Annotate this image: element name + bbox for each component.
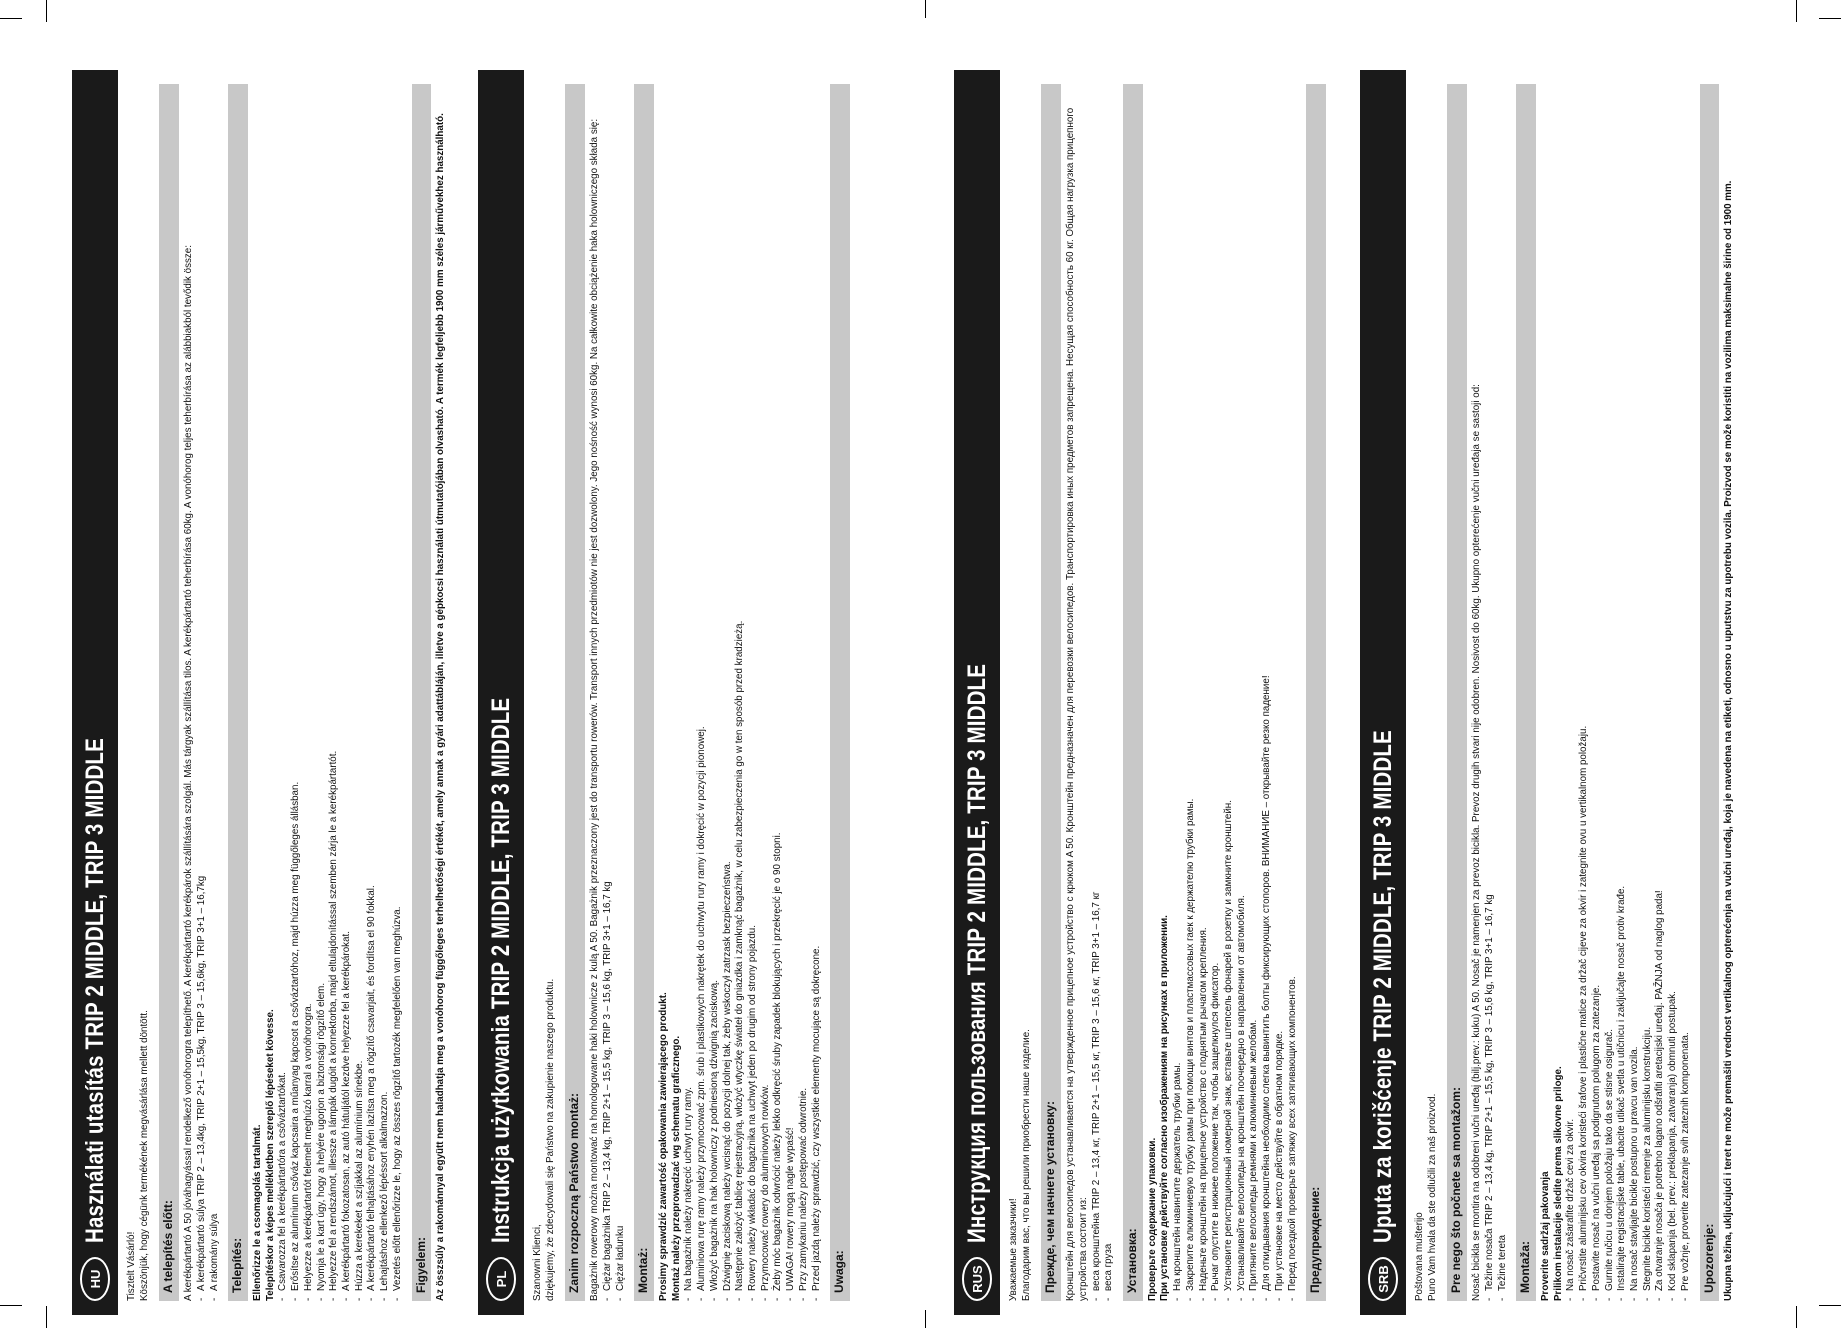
list-item: - Następnie założyć tablicę rejestracyjną, włożyć wtyczkę świateł do gniazdka i zamknąć bagażnik, w celu zabezpieczenia go w ten sposób przed kradzieżą. bbox=[734, 84, 747, 1301]
greeting-line: Köszönjük, hogy cégünk termékének megvásárlása mellett döntött. bbox=[138, 1010, 150, 1301]
list-item: - UWAGA! rowery mogą nagle wypaść! bbox=[785, 84, 798, 1301]
list-item: - Pre vožnje, proverite zatezanje svih zateznih komponenata. bbox=[1680, 84, 1693, 1301]
greeting-line: Poštovana mušterijo bbox=[1414, 1212, 1425, 1301]
section-heading: Установка: bbox=[1123, 84, 1143, 1301]
panel-title: Instrukcja użytkowania TRIP 2 MIDDLE, TRIP 3 MIDDLE bbox=[486, 697, 515, 1243]
list-item: - Притяните велосипеды ремнями к алюминиевым желобам. bbox=[1248, 84, 1261, 1301]
panel-header bbox=[478, 70, 524, 1315]
list bbox=[1565, 84, 1692, 1301]
section-text: Bagażnik rowerowy można montować na homologowane haki holownicze z kulą A 50. Bagażnik przeznaczony jest do transportu rowerów. Transport innych przedmiotów nie jest dozwolony. Jego nośność wynosi 60kg. Na całkowite obciążenie haka holowniczego składa się: bbox=[589, 118, 601, 1301]
panel-header bbox=[1360, 70, 1406, 1315]
greeting-line: Благодарим вас, что вы решили приобрести наше изделие. bbox=[1020, 1029, 1032, 1301]
warning-text: Ukupna težina, uključujući i teret ne može premašiti vrednost vertikalnog opterećenja na vučni uređaj, koja je navedena na etiketi, odnosno u uputstvu za upotrebu vozila. Proizvod se može koristiti na vozilima maksimalne širine od 1900 mm. bbox=[1723, 180, 1735, 1301]
list-item: - Przy zamykaniu należy postępować odwrotnie. bbox=[798, 84, 811, 1301]
section-heading: A telepítés előtt: bbox=[159, 84, 179, 1301]
list-item: - веса кронштейна TRIP 2 – 13,4 кг, TRIP 2+1 – 15,5 кг, TRIP 3 – 15,6 кг, TRIP 3+1 – 16,7 кг bbox=[1091, 84, 1104, 1301]
section-heading: Pre nego što počnete sa montažom: bbox=[1447, 84, 1467, 1301]
greeting-line: Szanowni Klienci, bbox=[532, 1224, 543, 1301]
list-item: - Żeby móc bagażnik odwrócić należy lekko odkręcić śruby zapadek blokujących i przekręcić je o 90 stopni. bbox=[772, 84, 785, 1301]
instruction-panel-hu bbox=[72, 70, 448, 1315]
crop-mark bbox=[0, 18, 22, 19]
panel-body bbox=[524, 70, 854, 1315]
crop-mark bbox=[1796, 0, 1797, 22]
section-heading: Montaža: bbox=[1516, 84, 1536, 1301]
list-item: - Na nosač stavljajte bicikle postupno u pravcu van vozila. bbox=[1629, 84, 1642, 1301]
list-item: - Перед поездкой проверьте затяжку всех затягивающих компонентов. bbox=[1287, 84, 1300, 1301]
list-item: - веса груза bbox=[1103, 84, 1116, 1301]
list-item: - A kerékpártartó fokozatosan, az autó hátuljától kezdve helyezze fel a kerékpárokat. bbox=[341, 84, 354, 1301]
list-item: - Vezetés előtt ellenőrizze le, hogy az összes rögzítő tartozék megfelelően van meghúzva. bbox=[392, 84, 405, 1301]
list-item: - При установке на место действуйте в обратном порядке. bbox=[1274, 84, 1287, 1301]
bold-text: Proverite sadržaj pakovanja bbox=[1539, 1171, 1551, 1301]
list-item: - Instalirajte registracijske table, ubacite utikač svetla u utičnicu i zaključajte nosač protiv krađe. bbox=[1616, 84, 1629, 1301]
bold-text: Ellenőrizze le a csomagolás tartalmát. bbox=[251, 1124, 263, 1301]
section-heading: Предупреждение: bbox=[1306, 84, 1326, 1301]
list-item: - Gurnite ručicu u donjem položaju tako da se stisne osigurač. bbox=[1604, 84, 1617, 1301]
crop-mark bbox=[925, 0, 926, 18]
section-text: A kerékpártartó A 50 jóváhagyással rendelkező vonóhorogra telepíthető. A kerékpártartó kerékpárok szállítására szolgál. Más tárgyak szállítása tilos. A kerékpártartó teherbírása 60kg. A vonóhorog teljes teherbírása az alábbiakból tevődik össze: bbox=[183, 245, 195, 1301]
warning-text: Az összsúly a rakománnyal együtt nem haladhatja meg a vonóhorog függőleges terhelhetőségi értékét, amely annak a gyári adattábláján, illetve a gépkocsi használati útmutatójában olvasható. A termék legfeljebb 1900 mm széles járművekhez használható. bbox=[435, 113, 447, 1301]
list-item: - A rakomány súlya bbox=[209, 84, 222, 1301]
bold-text: Проверьте содержание упаковки. bbox=[1146, 1137, 1158, 1301]
list-item: - Ciężar bagażnika TRIP 2 – 13,4 kg, TRIP 2+1 – 15,5 kg, TRIP 3 – 15,6 kg, TRIP 3+1 – 16,7 kg bbox=[602, 84, 615, 1301]
crop-mark bbox=[1796, 1306, 1797, 1328]
list-item: - Устанавливайте велосипеды на кронштейн поочередно в направлении от автомобиля. bbox=[1236, 84, 1249, 1301]
list-item: - Przymocować rowery do aluminiowych rowków. bbox=[760, 84, 773, 1301]
crop-mark bbox=[46, 1306, 47, 1328]
list-item: - Húzza a kerekeket a szíjakkal az alumínium sínekbe. bbox=[354, 84, 367, 1301]
list-item: - На кронштейн навинтите держатель трубки рамы. bbox=[1172, 84, 1185, 1301]
list-item: - Csavarozza fel a kerékpártartóra a csőváztartókat. bbox=[277, 84, 290, 1301]
panel-title: Uputa za korišćenje TRIP 2 MIDDLE, TRIP 3 MIDDLE bbox=[1368, 730, 1397, 1243]
list-item: - Pričvrstite aluminijsku cev okvira koristeći šrafove i plastične matice za držač cijeve za okvir i zategnite ovu u vertikalnom položaju. bbox=[1578, 84, 1591, 1301]
greeting-line: Уважаемые заказчики! bbox=[1008, 1198, 1019, 1301]
section-text: Nosač bicikla se montira na odobreni vučni uređaj (bilj.prev.: kuku) A 50. Nosač je namenjen za prevoz bicikla. Prevoz drugih stvari nije odobren. Nosivost do 60kg. Ukupno opterećenje vučni uređaja se sastoji od: bbox=[1471, 384, 1483, 1301]
instruction-panel-srb bbox=[1360, 70, 1736, 1315]
list bbox=[196, 84, 221, 1301]
panel-content bbox=[954, 70, 1330, 1315]
list-item: - Težine nosača TRIP 2 – 13,4 kg, TRIP 2+1 – 15,5 kg, TRIP 3 – 15,6 kg, TRIP 3+1 – 16,7 kg bbox=[1484, 84, 1497, 1301]
section-text: Кронштейн для велосипедов устанавливается на утвержденное прицепное устройство с крюком A 50. Кронштейн предназначен для перевозки велосипедов. Транспортировка иных предметов запрещена. Несущая способность 60 кг. Общая нагрузка прицепного устройства состоит из: bbox=[1065, 107, 1089, 1301]
greeting-line: Puno Vam hvala da ste odlučili za naš proizvod. bbox=[1426, 1093, 1438, 1301]
list-item: - Na nosač zašarafite držač cevi za okvir. bbox=[1565, 84, 1578, 1301]
panel-title: Használati utasítás TRIP 2 MIDDLE, TRIP 3 MIDDLE bbox=[80, 738, 109, 1243]
list-item: - Для откидывания кронштейна необходимо слегка вывинтить болты фиксирующих стопоров. ВНИМАНИЕ – открывайте резко падение! bbox=[1261, 84, 1274, 1301]
section-heading: Figyelem: bbox=[412, 84, 432, 1301]
list-item: - Закрепите алюминиевую трубку рамы при помощи винтов и пластмассовых гаек к держателю трубки рамы. bbox=[1185, 84, 1198, 1301]
list-item: - Установите регистрационный номерной знак, вставьте штепсель фонарей в розетку и замкните кронштейн. bbox=[1223, 84, 1236, 1301]
list bbox=[683, 84, 823, 1301]
list bbox=[602, 84, 627, 1301]
language-badge: HU bbox=[80, 1257, 110, 1301]
bold-text: Montaż należy przeprowadzać wg schematu graficznego. bbox=[670, 1035, 682, 1301]
greeting-line: Tisztelt Vásárló! bbox=[126, 1231, 137, 1301]
list-item: - Aluminiowa rurę ramy należy przymocować zpm. śrub i plastikowych nakrętek do uchwytu rury ramy i dokręcić w pozycji pionowej. bbox=[696, 84, 709, 1301]
list-item: - Włożyć bagażnik na hak holowniczy z podniesioną dźwignią zaciskową. bbox=[709, 84, 722, 1301]
language-badge: SRB bbox=[1368, 1257, 1398, 1301]
language-badge: PL bbox=[486, 1257, 516, 1301]
bold-text: Prilikom instalacije sledite prema slikovne priloge. bbox=[1552, 1066, 1564, 1301]
crop-mark bbox=[46, 0, 47, 22]
list-item: - Kod sklapanja (bel. prev.: preklapanja, zatvaranja) obmnuti postupak. bbox=[1667, 84, 1680, 1301]
list-item: - Na bagażnik należy nakręcić uchwyt rury ramy. bbox=[683, 84, 696, 1301]
panel-body bbox=[1406, 70, 1736, 1315]
list-item: - Ciężar ładunku bbox=[615, 84, 628, 1301]
crop-mark bbox=[1819, 1305, 1841, 1306]
list bbox=[1172, 84, 1299, 1301]
list-item: - A kerékpártartó felhajtásához enyhén lazítsa meg a rögzítő csavarjait, és fordítsa el 90 fokkal. bbox=[366, 84, 379, 1301]
list-item: - Rowery należy wkładać do bagażnika na uchwyt jeden po drugim od strony pojazdu. bbox=[747, 84, 760, 1301]
list-item: - Stegnite bicikle koristeći remenje za aluminijsku konstrukciju. bbox=[1642, 84, 1655, 1301]
list-item: - Nyomja le a kart úgy, hogy a helyére ugorjon a biztonsági rögzítő elem. bbox=[316, 84, 329, 1301]
section-heading: Прежде, чем начнете установку: bbox=[1041, 84, 1061, 1301]
list-item: - Težine tereta bbox=[1497, 84, 1510, 1301]
bold-text: Prosimy sprawdzić zawartość opakowania zawierającego produkt. bbox=[657, 992, 669, 1301]
list-item: - Przed jazdą należy sprawdzić, czy wszystkie elementy mocujące są dokręcone. bbox=[811, 84, 824, 1301]
list-item: - Наденьте кронштейн на прицепное устройство с поднятым рычагом крепления. bbox=[1198, 84, 1211, 1301]
list-item: - A kerékpártartó súlya TRIP 2 – 13,4kg, TRIP 2+1 – 15,5kg, TRIP 3 – 15,6kg, TRIP 3+1 – 16,7kg bbox=[196, 84, 209, 1301]
section-heading: Uwaga: bbox=[830, 84, 850, 1301]
language-badge: RUS bbox=[962, 1257, 992, 1301]
greeting-line: dziękujemy, że zdecydowali się Państwo na zakupienie naszego produktu. bbox=[544, 978, 556, 1301]
panel-body bbox=[118, 70, 448, 1315]
list-item: - Dźwignię zaciskową należy wcisnąć do pozycji dolnej tak, żeby wskoczył zatrzask bezpieczeństwa. bbox=[722, 84, 735, 1301]
panel-title: Инструкция пользования TRIP 2 MIDDLE, TRIP 3 MIDDLE bbox=[962, 663, 991, 1243]
panel-content bbox=[1360, 70, 1736, 1315]
list-item: - Рычаг опустите в нижнее положение так, чтобы защелкнулся фиксатор. bbox=[1210, 84, 1223, 1301]
panel-content bbox=[72, 70, 448, 1315]
list-item: - Helyezze fel a rendszámot, illessze a lámpák dugóit a konnektorba, majd eltulajdonítással szemben zárja le a kerékpártartót. bbox=[328, 84, 341, 1301]
panel-content bbox=[478, 70, 854, 1315]
list-item: - Postavite nosač na vučni uređaj sa podignutom polugom za zatezanje. bbox=[1591, 84, 1604, 1301]
panel-body bbox=[1000, 70, 1330, 1315]
bold-text: Telepítéskor a képes mellékletben szereplő lépéseket kövesse. bbox=[264, 1009, 276, 1301]
bold-text: При установке действуйте согласно изображениям на рисунках в приложении. bbox=[1159, 915, 1171, 1301]
list-item: - Erősítse az alumínium csőváz kapcsaira a műanyag kapcsot a csőváztartóhoz, majd húzza meg függőleges állásban. bbox=[290, 84, 303, 1301]
list-item: - Lehajtáshoz ellenkező lépéssort alkalmazzon. bbox=[379, 84, 392, 1301]
instruction-panel-pl bbox=[478, 70, 854, 1315]
list bbox=[277, 84, 404, 1301]
section-heading: Zanim rozpoczną Państwo montaż: bbox=[565, 84, 585, 1301]
list-item: - Helyezze a kerékpártartót felemelt meghúzó karral a vonóhorogra. bbox=[303, 84, 316, 1301]
panel-header bbox=[72, 70, 118, 1315]
crop-mark bbox=[0, 1305, 22, 1306]
section-heading: Upozorenje: bbox=[1700, 84, 1720, 1301]
list-item: - Za otvaranje nosača je potrebno lagano odšrafiti aretacijski uređaj. PAŽNJA od naglog pada! bbox=[1654, 84, 1667, 1301]
section-heading: Telepítés: bbox=[228, 84, 248, 1301]
crop-mark bbox=[1819, 18, 1841, 19]
panel-header bbox=[954, 70, 1000, 1315]
section-heading: Montaż: bbox=[634, 84, 654, 1301]
instruction-panel-rus bbox=[954, 70, 1330, 1315]
list bbox=[1484, 84, 1509, 1301]
crop-mark bbox=[925, 1310, 926, 1328]
list bbox=[1091, 84, 1116, 1301]
